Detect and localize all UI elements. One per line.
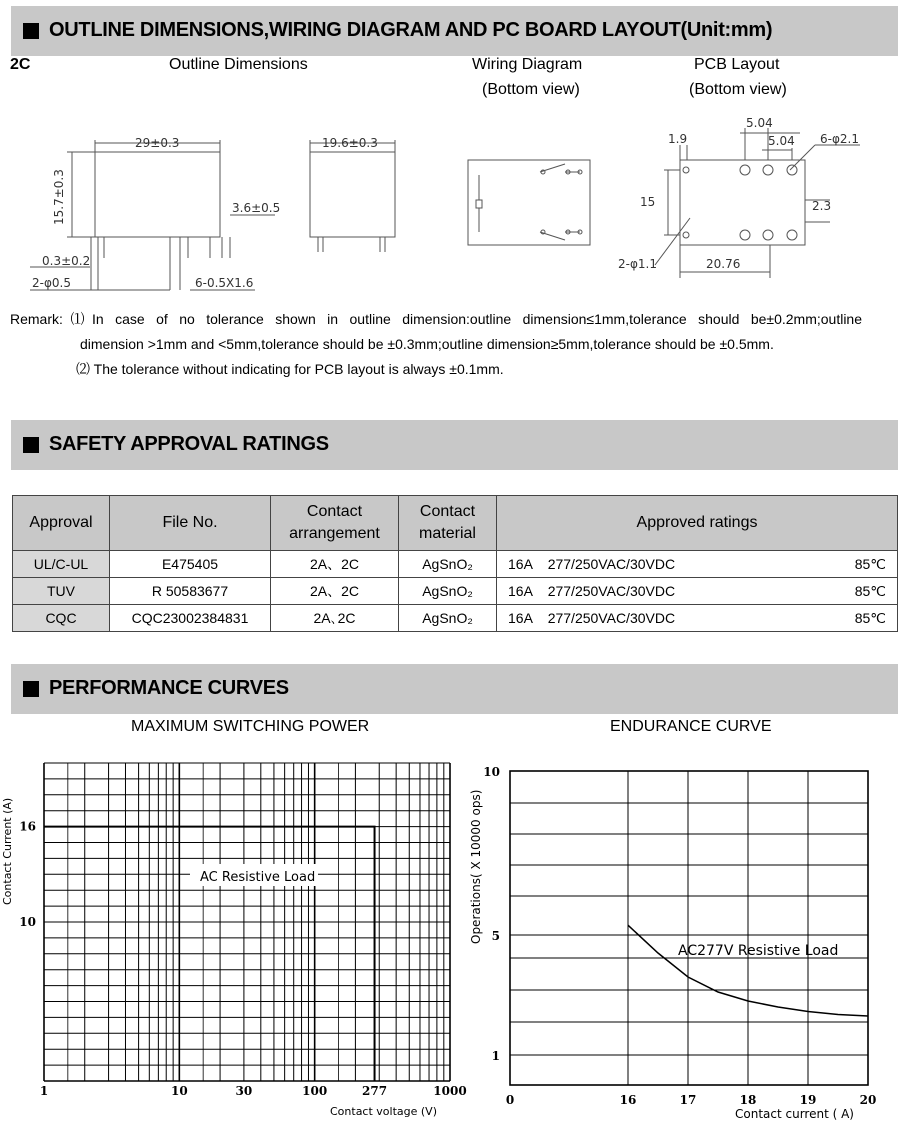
dim-pin-dia: 2-φ0.5 <box>32 276 71 290</box>
cell-file: CQC23002384831 <box>110 605 271 632</box>
remark-num-1: ⑴ <box>62 311 92 327</box>
dim-pcb-hole2: 2-φ1.1 <box>618 257 657 271</box>
header-file: File No. <box>110 496 271 551</box>
chart1-x-tick: 100 <box>302 1084 328 1098</box>
dim-pin-length: 3.6±0.5 <box>232 201 281 215</box>
chart2-annotation: AC277V Resistive Load <box>678 943 839 959</box>
chart2-frame <box>510 771 868 1085</box>
remark-text-2: The tolerance without indicating for PCB layout is always ±0.1mm. <box>93 361 504 377</box>
chart1-x-tick: 277 <box>362 1084 388 1098</box>
header-approval: Approval <box>13 496 110 551</box>
dim-pcb-5-04-b: 5.04 <box>768 134 795 148</box>
dim-pcb-2-3: 2.3 <box>812 199 832 213</box>
chart2-x-tick: 20 <box>859 1093 877 1107</box>
chart2-x-tick: 0 <box>505 1093 515 1107</box>
chart1-xlabel: Contact voltage (V) <box>330 1105 437 1118</box>
remark-line-2: dimension >1mm and <5mm,tolerance should be ±0.3mm;outline dimension≥5mm,tolerance should be ±0.5mm. <box>80 336 774 352</box>
cell-material: AgSnO₂ <box>399 551 497 578</box>
cell-rating: 16A 277/250VAC/30VDC 85℃ <box>497 605 898 632</box>
dim-pin-size: 6-0.5X1.6 <box>195 276 254 290</box>
chart2-y-tick: 10 <box>483 765 500 779</box>
dim-height: 15.7±0.3 <box>52 169 66 225</box>
header-arrangement: Contact arrangement <box>271 496 399 551</box>
header-material: Contact material <box>399 496 497 551</box>
remark-prefix: Remark: <box>10 311 63 327</box>
section-title: PERFORMANCE CURVES <box>49 677 289 699</box>
cell-arrangement: 2A、2C <box>271 551 399 578</box>
chart2-y-tick: 5 <box>491 929 500 943</box>
chart1-x-tick: 1000 <box>433 1084 467 1098</box>
section-title: OUTLINE DIMENSIONS,WIRING DIAGRAM AND PC BOARD LAYOUT(Unit:mm) <box>49 19 773 41</box>
cell-file: E475405 <box>110 551 271 578</box>
chart2-x-tick: 16 <box>619 1093 637 1107</box>
wiring-subtitle: (Bottom view) <box>482 81 580 98</box>
dim-width: 19.6±0.3 <box>322 136 378 150</box>
chart2-title: ENDURANCE CURVE <box>610 718 772 735</box>
pcb-subtitle: (Bottom view) <box>689 81 787 98</box>
chart2-x-tick: 18 <box>739 1093 757 1107</box>
pcb-title: PCB Layout <box>694 56 780 73</box>
cell-rating: 16A 277/250VAC/30VDC 85℃ <box>497 551 898 578</box>
dim-pcb-hole6: 6-φ2.1 <box>820 132 859 146</box>
chart2-x-tick: 19 <box>799 1093 817 1107</box>
chart1-y-tick: 10 <box>19 915 36 929</box>
chart1-title: MAXIMUM SWITCHING POWER <box>131 718 370 735</box>
chart2-xlabel: Contact current ( A) <box>735 1107 854 1121</box>
wiring-title: Wiring Diagram <box>472 56 583 73</box>
cell-material: AgSnO₂ <box>399 605 497 632</box>
chart1-ylabel: Contact Current (A) <box>1 797 14 905</box>
chart1-x-tick: 30 <box>235 1084 253 1098</box>
cell-approval: CQC <box>13 605 110 632</box>
chart1-x-tick: 10 <box>170 1084 188 1098</box>
dim-pcb-1-9: 1.9 <box>668 132 688 146</box>
section-title: SAFETY APPROVAL RATINGS <box>49 433 329 455</box>
chart1-y-tick: 16 <box>19 819 36 834</box>
cell-rating: 16A 277/250VAC/30VDC 85℃ <box>497 578 898 605</box>
remark-num-2: ⑵ <box>76 361 90 377</box>
cell-approval: UL/C-UL <box>13 551 110 578</box>
chart2-x-tick: 17 <box>679 1093 697 1107</box>
remark-text-1a: In case of no tolerance shown in outline dimension:outline dimension≤1mm,tolerance should be±0.2mm;outline <box>92 311 862 327</box>
cell-material: AgSnO₂ <box>399 578 497 605</box>
cell-arrangement: 2A､2C <box>271 605 399 632</box>
type-code: 2C <box>10 56 31 73</box>
chart1-annotation: AC Resistive Load <box>200 870 316 885</box>
dim-pcb-5-04-a: 5.04 <box>746 116 773 130</box>
outline-title: Outline Dimensions <box>169 56 308 73</box>
chart2-ylabel: Operations( X 10000 ops) <box>469 789 483 944</box>
dim-gap: 0.3±0.2 <box>42 254 91 268</box>
chart2-y-tick: 1 <box>491 1049 500 1063</box>
header-ratings: Approved ratings <box>497 496 898 551</box>
chart1-x-tick: 1 <box>39 1084 49 1098</box>
cell-approval: TUV <box>13 578 110 605</box>
dim-pcb-20-76: 20.76 <box>706 257 741 271</box>
cell-arrangement: 2A、2C <box>271 578 399 605</box>
dim-length: 29±0.3 <box>135 136 180 150</box>
dim-pcb-15: 15 <box>640 195 656 209</box>
cell-file: R 50583677 <box>110 578 271 605</box>
